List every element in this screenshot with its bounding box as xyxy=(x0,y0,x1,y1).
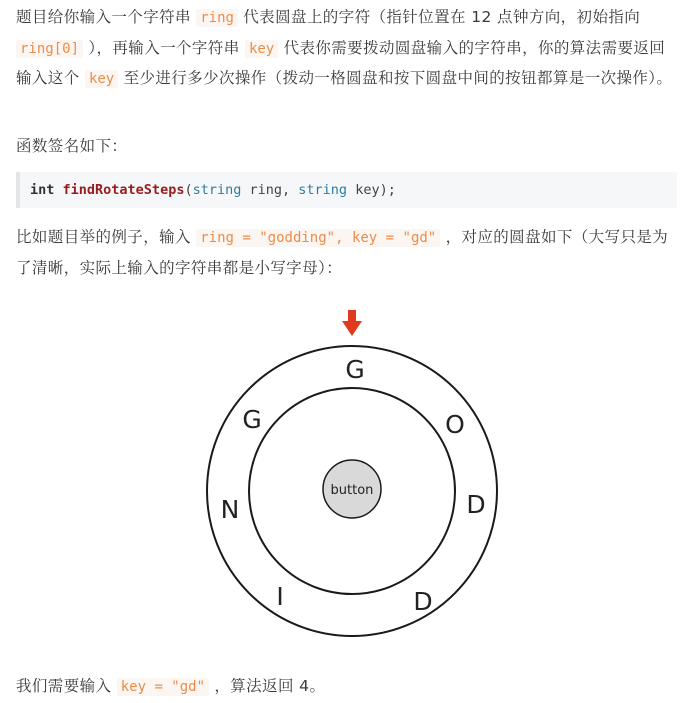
center-button-label: button xyxy=(330,483,374,498)
example-text-1: 比如题目举的例子，输入 xyxy=(16,228,191,246)
inline-code-ring: ring xyxy=(196,9,238,27)
intro-paragraph xyxy=(16,3,676,95)
ring-letter-5: I xyxy=(276,582,284,611)
inline-code-ring-0: ring[0] xyxy=(16,40,83,58)
intro-text-5: 至少进行多少次操作（拨动一格圆盘和按下圆盘中间的按钮都算是一次操作）。 xyxy=(123,69,673,87)
code-arg-key: key); xyxy=(347,182,396,198)
result-text-2: ，算法返回 4。 xyxy=(214,677,326,695)
intro-text-3: ），再输入一个字符串 xyxy=(88,38,240,57)
ring-letter-1: G xyxy=(345,355,365,384)
example-text-2: ，对应的圆盘如下（大写只是为了清晰，实际上输入的字符串都是小写字母）： xyxy=(16,228,669,277)
inline-code-key-gd: key = "gd" xyxy=(117,678,209,696)
result-text-1: 我们需要输入 xyxy=(16,677,112,695)
code-arg-ring: ring, xyxy=(241,182,299,198)
intro-text-2: 代表圆盘上的字符（指针位置在 12 点钟方向，初始指向 xyxy=(243,8,641,26)
ring-dial-diagram xyxy=(0,300,691,660)
pointer-arrow-icon xyxy=(342,310,362,336)
example-paragraph xyxy=(16,223,676,283)
code-function-name: findRotateSteps xyxy=(62,182,185,198)
signature-intro-paragraph: 函数签名如下： xyxy=(16,137,128,155)
inline-code-key-2: key xyxy=(85,70,118,88)
code-keyword-int: int xyxy=(30,182,55,198)
ring-letter-4: D xyxy=(413,587,433,616)
ring-letter-2: O xyxy=(445,410,465,439)
ring-letter-3: D xyxy=(466,490,486,519)
inline-code-example-input: ring = "godding", key = "gd" xyxy=(196,229,440,247)
function-signature-code-block xyxy=(16,172,677,208)
code-type-string-1: string xyxy=(192,182,242,198)
ring-letter-6: N xyxy=(220,495,240,524)
code-type-string-2: string xyxy=(298,182,348,198)
code-open-paren: ( xyxy=(184,182,193,198)
intro-text-1: 题目给你输入一个字符串 xyxy=(16,8,191,26)
ring-letter-7: G xyxy=(242,405,262,434)
intro-text-4: 代表你需要拨动圆盘输入的字符串，你的算法需要返回输入这个 xyxy=(16,38,666,87)
result-paragraph xyxy=(16,672,676,703)
inline-code-key: key xyxy=(245,40,278,58)
